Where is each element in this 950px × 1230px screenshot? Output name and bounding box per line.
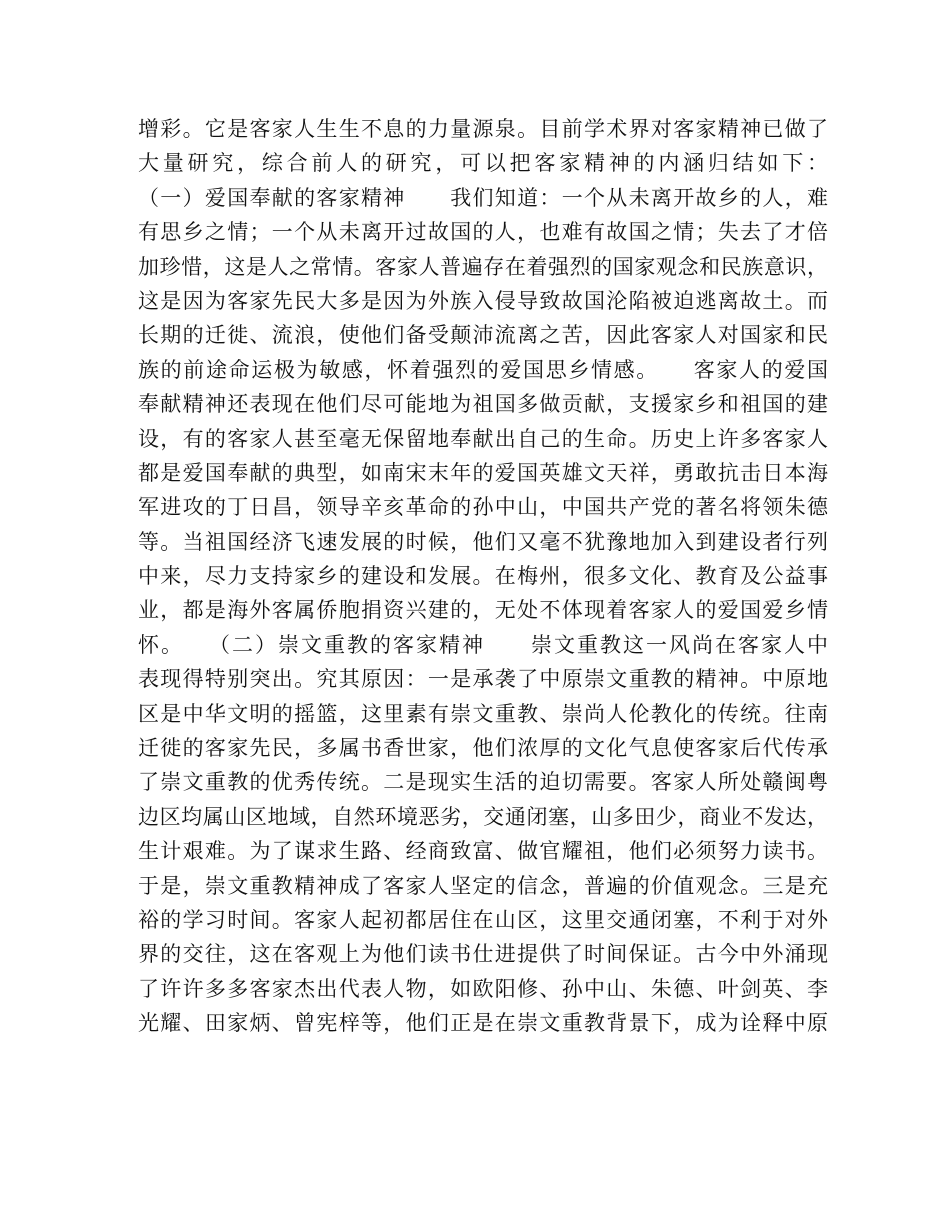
text-line: 族的前途命运极为敏感，怀着强烈的爱国思乡情感。 客家人的爱国 xyxy=(138,357,828,382)
text-line: 迁徙的客家先民，多属书香世家，他们浓厚的文化气息使客家后代传承 xyxy=(138,736,828,761)
text-line: 界的交往，这在客观上为他们读书仕进提供了时间保证。古今中外涌现 xyxy=(138,942,828,967)
text-line: 设，有的客家人甚至毫无保留地奉献出自己的生命。历史上许多客家人 xyxy=(138,426,828,451)
text-line: 边区均属山区地域，自然环境恶劣，交通闭塞，山多田少，商业不发达， xyxy=(138,804,828,829)
text-line: 裕的学习时间。客家人起初都居住在山区，这里交通闭塞，不利于对外 xyxy=(138,907,828,932)
text-line: 怀。 （二）崇文重教的客家精神 崇文重教这一风尚在客家人中 xyxy=(138,632,828,657)
text-line: 了许许多多客家杰出代表人物，如欧阳修、孙中山、朱德、叶剑英、李 xyxy=(138,976,828,1001)
text-line: 业，都是海外客属侨胞捐资兴建的，无处不体现着客家人的爱国爱乡情 xyxy=(138,598,828,623)
text-line: 长期的迁徙、流浪，使他们备受颠沛流离之苦，因此客家人对国家和民 xyxy=(138,323,828,348)
text-line: 都是爱国奉献的典型，如南宋末年的爱国英雄文天祥，勇敢抗击日本海 xyxy=(138,460,828,485)
text-line: 大量研究，综合前人的研究，可以把客家精神的内涵归结如下： xyxy=(138,151,828,176)
text-line: 加珍惜，这是人之常情。客家人普遍存在着强烈的国家观念和民族意识， xyxy=(138,254,828,279)
text-line: 奉献精神还表现在他们尽可能地为祖国多做贡献，支援家乡和祖国的建 xyxy=(138,392,828,417)
text-line: 表现得特别突出。究其原因：一是承袭了中原崇文重教的精神。中原地 xyxy=(138,667,828,692)
text-line: 区是中华文明的摇篮，这里素有崇文重教、崇尚人伦教化的传统。往南 xyxy=(138,701,828,726)
body-text xyxy=(138,112,828,1041)
text-line: 生计艰难。为了谋求生路、经商致富、做官耀祖，他们必须努力读书。 xyxy=(138,839,828,864)
text-line: 增彩。它是客家人生生不息的力量源泉。目前学术界对客家精神已做了 xyxy=(138,117,828,141)
text-line: 军进攻的丁日昌，领导辛亥革命的孙中山，中国共产党的著名将领朱德 xyxy=(138,495,828,520)
text-line: 有思乡之情；一个从未离开过故国的人，也难有故国之情；失去了才倍 xyxy=(138,220,828,245)
text-line: 于是，崇文重教精神成了客家人坚定的信念，普遍的价值观念。三是充 xyxy=(138,873,828,898)
text-line: 光耀、田家炳、曾宪梓等，他们正是在崇文重教背景下，成为诠释中原 xyxy=(138,1011,828,1036)
text-line: 中来，尽力支持家乡的建设和发展。在梅州，很多文化、教育及公益事 xyxy=(138,564,828,589)
text-line: （一）爱国奉献的客家精神 我们知道：一个从未离开故乡的人，难 xyxy=(138,185,828,210)
text-line: 等。当祖国经济飞速发展的时候，他们又毫不犹豫地加入到建设者行列 xyxy=(138,529,828,554)
text-line: 这是因为客家先民大多是因为外族入侵导致故国沦陷被迫逃离故土。而 xyxy=(138,288,828,313)
text-line: 了崇文重教的优秀传统。二是现实生活的迫切需要。客家人所处赣闽粤 xyxy=(138,770,828,795)
